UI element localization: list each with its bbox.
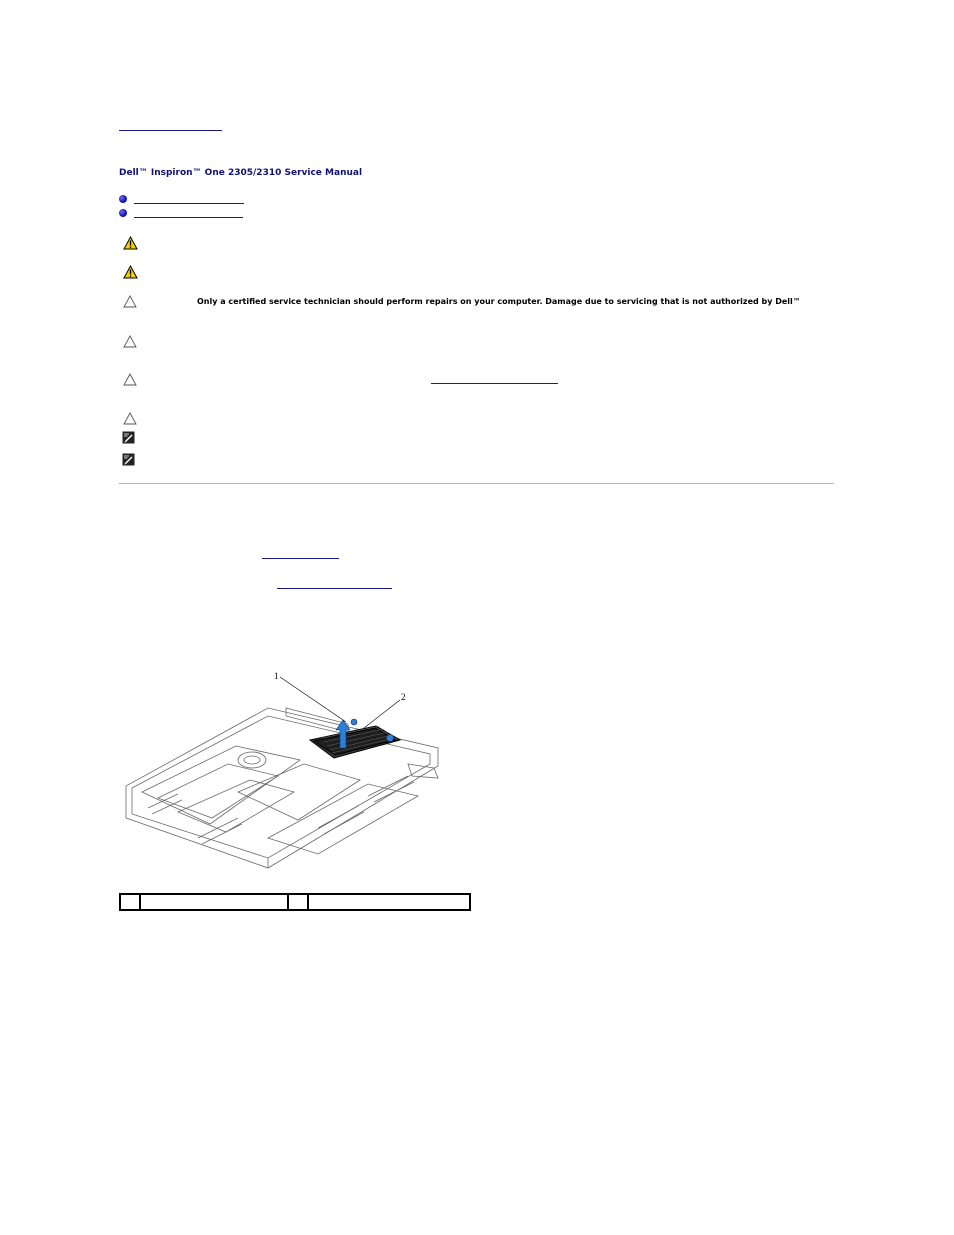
contents-link-2[interactable]: [134, 217, 243, 218]
table-row: [120, 894, 470, 910]
warning-icon: [123, 265, 138, 279]
step-link-1[interactable]: [262, 558, 339, 559]
back-to-contents-link[interactable]: [119, 130, 222, 131]
note-icon: [122, 431, 135, 444]
callout-label-1: 1: [274, 671, 279, 681]
caution-service-text: Only a certified service technician should perform repairs on your computer. Damage due to servicing that is not authorized by Dell™: [197, 297, 801, 306]
warning-icon: [123, 236, 138, 250]
caution-icon: [123, 373, 137, 386]
inline-reference-link[interactable]: [431, 383, 558, 384]
callout-label-cell: [140, 894, 288, 910]
bullet-icon: [119, 195, 127, 203]
step-link-2[interactable]: [277, 588, 392, 589]
note-icon: [122, 453, 135, 466]
caution-icon: [123, 335, 137, 348]
caution-icon: [123, 295, 137, 308]
section-divider: [119, 483, 834, 484]
callout-table: [119, 893, 471, 911]
callout-number-cell: [120, 894, 140, 910]
callout-label-cell: [308, 894, 470, 910]
bullet-icon: [119, 209, 127, 217]
callout-label-2: 2: [401, 692, 406, 702]
caution-icon: [123, 412, 137, 425]
callout-number-cell: [288, 894, 308, 910]
contents-link-1[interactable]: [134, 203, 244, 204]
manual-title[interactable]: Dell™ Inspiron™ One 2305/2310 Service Manual: [119, 168, 363, 178]
component-removal-illustration: [118, 668, 443, 873]
